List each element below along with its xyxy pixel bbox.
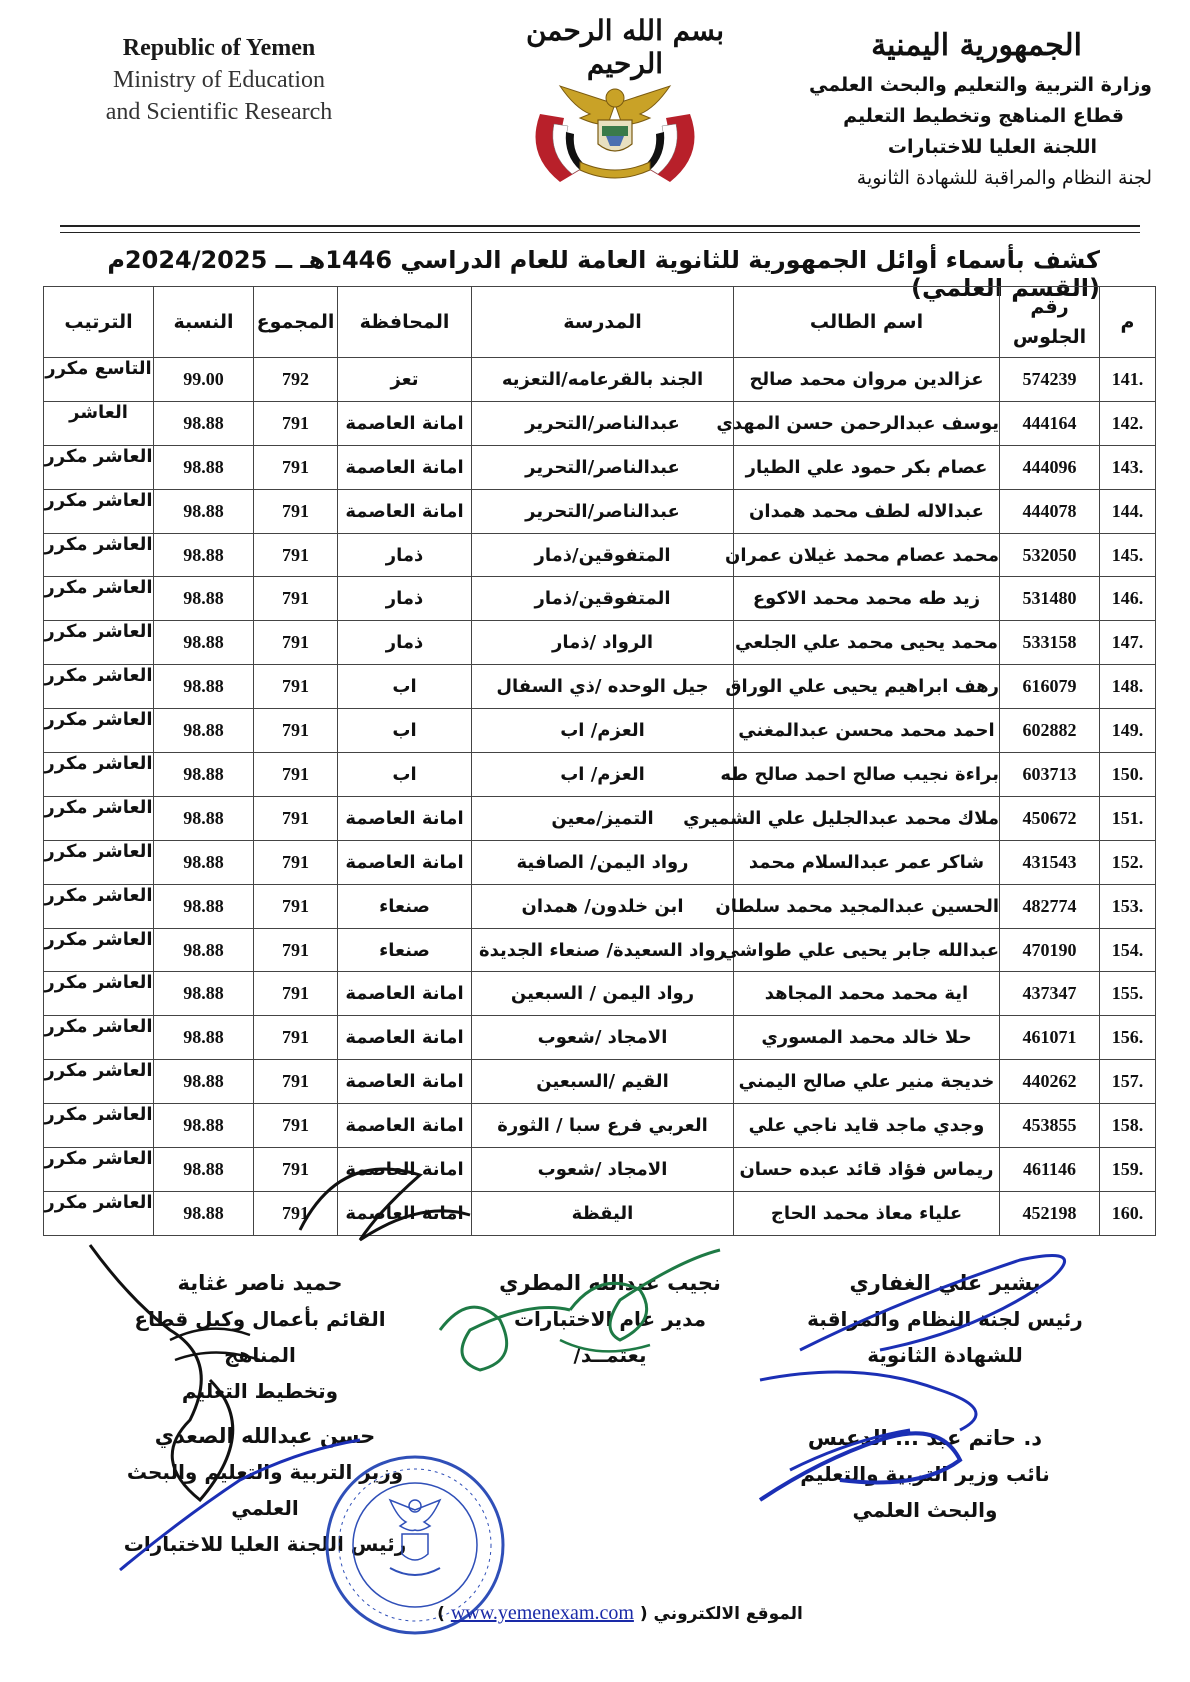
rank: العاشر مكرر bbox=[44, 709, 154, 753]
header-seat: رقم الجلوس bbox=[1000, 287, 1100, 358]
school-name: العزم/ اب bbox=[472, 709, 734, 753]
governorate: امانة العاصمة bbox=[338, 1060, 472, 1104]
governorate: امانة العاصمة bbox=[338, 1016, 472, 1060]
governorate: صنعاء bbox=[338, 928, 472, 972]
row-number: .143 bbox=[1100, 445, 1156, 489]
seat-number: 444164 bbox=[1000, 401, 1100, 445]
table-row bbox=[44, 753, 1156, 797]
governorate: ذمار bbox=[338, 577, 472, 621]
row-number: .150 bbox=[1100, 753, 1156, 797]
signatory-title: رئيس لجنة النظام والمراقبة bbox=[807, 1307, 1083, 1331]
seat-number: 616079 bbox=[1000, 665, 1100, 709]
governorate: اب bbox=[338, 665, 472, 709]
student-name: ملاك محمد عبدالجليل علي الشميري bbox=[734, 796, 1000, 840]
total-score: 791 bbox=[254, 928, 338, 972]
percentage: 98.88 bbox=[154, 533, 254, 577]
table-row bbox=[44, 577, 1156, 621]
student-name: خديجة منير علي صالح اليمني bbox=[734, 1060, 1000, 1104]
rank: العاشر مكرر bbox=[44, 884, 154, 928]
table-body bbox=[44, 358, 1156, 1236]
seat-number: 461146 bbox=[1000, 1148, 1100, 1192]
school-name: رواد اليمن / السبعين bbox=[472, 972, 734, 1016]
school-name: ابن خلدون/ همدان bbox=[472, 884, 734, 928]
committee-line-arabic: اللجنة العليا للاختبارات bbox=[887, 136, 1097, 158]
percentage: 98.88 bbox=[154, 840, 254, 884]
student-name: عبدالله جابر يحيى علي طواشي bbox=[734, 928, 1000, 972]
ministry-name-line2: and Scientific Research bbox=[105, 99, 333, 125]
table-row bbox=[44, 1191, 1156, 1235]
total-score: 791 bbox=[254, 972, 338, 1016]
paren-close: ) bbox=[437, 1604, 445, 1624]
seat-number: 603713 bbox=[1000, 753, 1100, 797]
table-row bbox=[44, 489, 1156, 533]
school-name: العربي فرع سبا / الثورة bbox=[472, 1104, 734, 1148]
rank: العاشر مكرر bbox=[44, 796, 154, 840]
percentage: 98.88 bbox=[154, 489, 254, 533]
signatory-name: حميد ناصر غثاية bbox=[177, 1271, 343, 1295]
signatory-title-cont: والبحث العلمي bbox=[852, 1498, 998, 1522]
row-number: .141 bbox=[1100, 358, 1156, 402]
signatory-title: مدير عام الاختبارات bbox=[513, 1307, 707, 1331]
student-name: عزالدين مروان محمد صالح bbox=[734, 358, 1000, 402]
row-number: .158 bbox=[1100, 1104, 1156, 1148]
rank: العاشر مكرر bbox=[44, 621, 154, 665]
signatory-title-cont: رئيس اللجنة العليا للاختبارات bbox=[123, 1532, 407, 1556]
percentage: 99.00 bbox=[154, 358, 254, 402]
percentage: 98.88 bbox=[154, 621, 254, 665]
seat-number: 431543 bbox=[1000, 840, 1100, 884]
student-name: براءة نجيب صالح احمد صالح طه bbox=[734, 753, 1000, 797]
governorate: امانة العاصمة bbox=[338, 1148, 472, 1192]
percentage: 98.88 bbox=[154, 1016, 254, 1060]
student-name: محمد يحيى محمد علي الجلعي bbox=[734, 621, 1000, 665]
subcommittee-line-arabic: لجنة النظام والمراقبة للشهادة الثانوية bbox=[856, 167, 1152, 189]
seat-number: 440262 bbox=[1000, 1060, 1100, 1104]
rank: العاشر مكرر bbox=[44, 928, 154, 972]
row-number: .145 bbox=[1100, 533, 1156, 577]
seat-number: 532050 bbox=[1000, 533, 1100, 577]
rank: العاشر مكرر bbox=[44, 840, 154, 884]
row-number: .154 bbox=[1100, 928, 1156, 972]
rank: العاشر مكرر bbox=[44, 577, 154, 621]
signatory-title-cont: للشهادة الثانوية bbox=[867, 1343, 1023, 1367]
signatory-title: القائم بأعمال وكيل قطاع المناهج bbox=[134, 1307, 386, 1367]
rank: العاشر مكرر bbox=[44, 533, 154, 577]
percentage: 98.88 bbox=[154, 796, 254, 840]
percentage: 98.88 bbox=[154, 884, 254, 928]
rank: العاشر مكرر bbox=[44, 1060, 154, 1104]
table-row bbox=[44, 709, 1156, 753]
seat-number: 574239 bbox=[1000, 358, 1100, 402]
governorate: اب bbox=[338, 709, 472, 753]
governorate: امانة العاصمة bbox=[338, 1191, 472, 1235]
school-name: جيل الوحده /ذي السفال bbox=[472, 665, 734, 709]
table-row bbox=[44, 972, 1156, 1016]
percentage: 98.88 bbox=[154, 445, 254, 489]
percentage: 98.88 bbox=[154, 753, 254, 797]
signature-block-exam-control-head bbox=[800, 1265, 1090, 1373]
table-row bbox=[44, 1016, 1156, 1060]
table-row bbox=[44, 796, 1156, 840]
header-rank: الترتيب bbox=[44, 287, 154, 358]
row-number: .147 bbox=[1100, 621, 1156, 665]
governorate: امانة العاصمة bbox=[338, 1104, 472, 1148]
governorate: امانة العاصمة bbox=[338, 401, 472, 445]
table-row bbox=[44, 358, 1156, 402]
header-num: م bbox=[1100, 287, 1156, 358]
rank: العاشر مكرر bbox=[44, 489, 154, 533]
governorate: ذمار bbox=[338, 533, 472, 577]
table-row bbox=[44, 445, 1156, 489]
row-number: .159 bbox=[1100, 1148, 1156, 1192]
seat-number: 461071 bbox=[1000, 1016, 1100, 1060]
ministry-name-line1: Ministry of Education bbox=[113, 67, 325, 93]
header-name: اسم الطالب bbox=[734, 287, 1000, 358]
signature-block-exams-director bbox=[480, 1265, 740, 1373]
seat-number: 533158 bbox=[1000, 621, 1100, 665]
signatory-name: حسن عبدالله الصعدي bbox=[154, 1424, 376, 1448]
total-score: 791 bbox=[254, 796, 338, 840]
seat-number: 531480 bbox=[1000, 577, 1100, 621]
row-number: .160 bbox=[1100, 1191, 1156, 1235]
english-letterhead bbox=[84, 32, 354, 128]
student-name: عبدالاله لطف محمد همدان bbox=[734, 489, 1000, 533]
row-number: .144 bbox=[1100, 489, 1156, 533]
school-name: اليقظة bbox=[472, 1191, 734, 1235]
seat-number: 482774 bbox=[1000, 884, 1100, 928]
total-score: 791 bbox=[254, 533, 338, 577]
seat-number: 453855 bbox=[1000, 1104, 1100, 1148]
school-name: التميز/معين bbox=[472, 796, 734, 840]
student-name: ريماس فؤاد قائد عبده حسان bbox=[734, 1148, 1000, 1192]
school-name: القيم /السبعين bbox=[472, 1060, 734, 1104]
seat-number: 450672 bbox=[1000, 796, 1100, 840]
percentage: 98.88 bbox=[154, 1104, 254, 1148]
total-score: 791 bbox=[254, 1104, 338, 1148]
student-name: رهف ابراهيم يحيى علي الوراق bbox=[734, 665, 1000, 709]
student-name: شاكر عمر عبدالسلام محمد bbox=[734, 840, 1000, 884]
row-number: .149 bbox=[1100, 709, 1156, 753]
total-score: 791 bbox=[254, 840, 338, 884]
total-score: 791 bbox=[254, 1060, 338, 1104]
paren-open: ( bbox=[639, 1604, 648, 1624]
table-row bbox=[44, 840, 1156, 884]
signatory-title-cont: وتخطيط التعليم bbox=[181, 1379, 339, 1403]
rank: العاشر مكرر bbox=[44, 1191, 154, 1235]
student-name: الحسين عبدالمجيد محمد سلطان bbox=[734, 884, 1000, 928]
approval-label: يعتمــد/ bbox=[573, 1343, 647, 1367]
seat-number: 437347 bbox=[1000, 972, 1100, 1016]
row-number: .151 bbox=[1100, 796, 1156, 840]
school-name: الجند بالقرعامه/التعزيه bbox=[472, 358, 734, 402]
table-row bbox=[44, 1104, 1156, 1148]
governorate: امانة العاصمة bbox=[338, 840, 472, 884]
rank: العاشر مكرر bbox=[44, 445, 154, 489]
yemen-emblem-icon bbox=[520, 74, 710, 192]
school-name: العزم/ اب bbox=[472, 753, 734, 797]
percentage: 98.88 bbox=[154, 401, 254, 445]
table-row bbox=[44, 665, 1156, 709]
header-total: المجموع bbox=[254, 287, 338, 358]
total-score: 791 bbox=[254, 884, 338, 928]
seat-number: 444096 bbox=[1000, 445, 1100, 489]
percentage: 98.88 bbox=[154, 1060, 254, 1104]
table-row bbox=[44, 928, 1156, 972]
sector-line-arabic: قطاع المناهج وتخطيط التعليم bbox=[843, 105, 1124, 127]
governorate: ذمار bbox=[338, 621, 472, 665]
row-number: .157 bbox=[1100, 1060, 1156, 1104]
percentage: 98.88 bbox=[154, 709, 254, 753]
header-divider-thin bbox=[60, 232, 1140, 233]
student-name: زيد طه محمد محمد الاكوع bbox=[734, 577, 1000, 621]
school-name: الامجاد /شعوب bbox=[472, 1016, 734, 1060]
signatory-name: بشير علي الغفاري bbox=[849, 1271, 1041, 1295]
republic-title-arabic: الجمهورية اليمنية bbox=[871, 28, 1082, 63]
rank: العاشر مكرر bbox=[44, 753, 154, 797]
student-name: احمد محمد محسن عبدالمغني bbox=[734, 709, 1000, 753]
student-name: وجدي ماجد قايد ناجي علي bbox=[734, 1104, 1000, 1148]
school-name: عبدالناصر/التحرير bbox=[472, 445, 734, 489]
student-name: عصام بكر حمود علي الطيار bbox=[734, 445, 1000, 489]
school-name: الامجاد /شعوب bbox=[472, 1148, 734, 1192]
header-divider bbox=[60, 225, 1140, 227]
total-score: 791 bbox=[254, 445, 338, 489]
signatory-name: د. حاتم عبد ... الدعيس bbox=[807, 1426, 1043, 1450]
total-score: 791 bbox=[254, 489, 338, 533]
school-name: المتفوقين/ذمار bbox=[472, 577, 734, 621]
governorate: صنعاء bbox=[338, 884, 472, 928]
student-name: علياء معاذ محمد الحاج bbox=[734, 1191, 1000, 1235]
governorate: اب bbox=[338, 753, 472, 797]
school-name: رواد السعيدة/ صنعاء الجديدة bbox=[472, 928, 734, 972]
total-score: 791 bbox=[254, 401, 338, 445]
table-row bbox=[44, 533, 1156, 577]
percentage: 98.88 bbox=[154, 972, 254, 1016]
table-row bbox=[44, 401, 1156, 445]
basmala: بسم الله الرحمن الرحيم bbox=[525, 14, 725, 80]
sheet-title: كشف بأسماء أوائل الجمهورية للثانوية العامة للعام الدراسي 1446هـ ــ 2024/2025م (القسم العلمي) bbox=[107, 246, 1100, 302]
total-score: 791 bbox=[254, 1191, 338, 1235]
percentage: 98.88 bbox=[154, 1148, 254, 1192]
header-school: المدرسة bbox=[472, 287, 734, 358]
row-number: .156 bbox=[1100, 1016, 1156, 1060]
website-label: الموقع الالكتروني bbox=[653, 1604, 803, 1624]
rank: العاشر مكرر bbox=[44, 972, 154, 1016]
total-score: 791 bbox=[254, 753, 338, 797]
rank: العاشر مكرر bbox=[44, 665, 154, 709]
student-name: محمد عصام محمد غيلان عمران bbox=[734, 533, 1000, 577]
total-score: 792 bbox=[254, 358, 338, 402]
rank: العاشر مكرر bbox=[44, 1104, 154, 1148]
percentage: 98.88 bbox=[154, 928, 254, 972]
student-name: اية محمد محمد المجاهد bbox=[734, 972, 1000, 1016]
signature-block-deputy-minister bbox=[760, 1420, 1090, 1528]
seat-number: 470190 bbox=[1000, 928, 1100, 972]
table-row bbox=[44, 884, 1156, 928]
row-number: .142 bbox=[1100, 401, 1156, 445]
row-number: .152 bbox=[1100, 840, 1156, 884]
governorate: امانة العاصمة bbox=[338, 489, 472, 533]
row-number: .148 bbox=[1100, 665, 1156, 709]
row-number: .153 bbox=[1100, 884, 1156, 928]
arabic-letterhead bbox=[772, 22, 1152, 194]
signature-block-curriculum-deputy bbox=[110, 1265, 410, 1409]
governorate: تعز bbox=[338, 358, 472, 402]
school-name: المتفوقين/ذمار bbox=[472, 533, 734, 577]
seat-number: 452198 bbox=[1000, 1191, 1100, 1235]
student-name: حلا خالد محمد المسوري bbox=[734, 1016, 1000, 1060]
percentage: 98.88 bbox=[154, 665, 254, 709]
total-score: 791 bbox=[254, 709, 338, 753]
student-name: يوسف عبدالرحمن حسن المهدي bbox=[734, 401, 1000, 445]
percentage: 98.88 bbox=[154, 1191, 254, 1235]
table-row bbox=[44, 621, 1156, 665]
total-score: 791 bbox=[254, 577, 338, 621]
signatory-name: نجيب عبدالله المطري bbox=[499, 1271, 721, 1295]
school-name: الرواد /ذمار bbox=[472, 621, 734, 665]
header-governorate: المحافظة bbox=[338, 287, 472, 358]
rank: العاشر مكرر bbox=[44, 1016, 154, 1060]
governorate: امانة العاصمة bbox=[338, 445, 472, 489]
signatory-title: نائب وزير التربية والتعليم bbox=[800, 1462, 1050, 1486]
school-name: عبدالناصر/التحرير bbox=[472, 401, 734, 445]
header-percent: النسبة bbox=[154, 287, 254, 358]
seat-number: 602882 bbox=[1000, 709, 1100, 753]
seat-number: 444078 bbox=[1000, 489, 1100, 533]
rank: العاشر bbox=[44, 401, 154, 445]
total-score: 791 bbox=[254, 1016, 338, 1060]
rank: العاشر مكرر bbox=[44, 1148, 154, 1192]
table-header-row bbox=[44, 287, 1156, 358]
row-number: .146 bbox=[1100, 577, 1156, 621]
row-number: .155 bbox=[1100, 972, 1156, 1016]
footer bbox=[420, 1602, 820, 1625]
school-name: رواد اليمن/ الصافية bbox=[472, 840, 734, 884]
rank: التاسع مكرر bbox=[44, 358, 154, 402]
ministry-line-arabic: وزارة التربية والتعليم والبحث العلمي bbox=[809, 74, 1152, 96]
results-table bbox=[43, 286, 1156, 1236]
governorate: امانة العاصمة bbox=[338, 796, 472, 840]
governorate: امانة العاصمة bbox=[338, 972, 472, 1016]
total-score: 791 bbox=[254, 1148, 338, 1192]
table-row bbox=[44, 1060, 1156, 1104]
signatory-title: وزير التربية والتعليم والبحث العلمي bbox=[126, 1460, 404, 1520]
total-score: 791 bbox=[254, 665, 338, 709]
percentage: 98.88 bbox=[154, 577, 254, 621]
school-name: عبدالناصر/التحرير bbox=[472, 489, 734, 533]
website-link[interactable]: www.yemenexam.com bbox=[450, 1602, 634, 1624]
country-name: Republic of Yemen bbox=[122, 35, 316, 61]
table-row bbox=[44, 1148, 1156, 1192]
total-score: 791 bbox=[254, 621, 338, 665]
